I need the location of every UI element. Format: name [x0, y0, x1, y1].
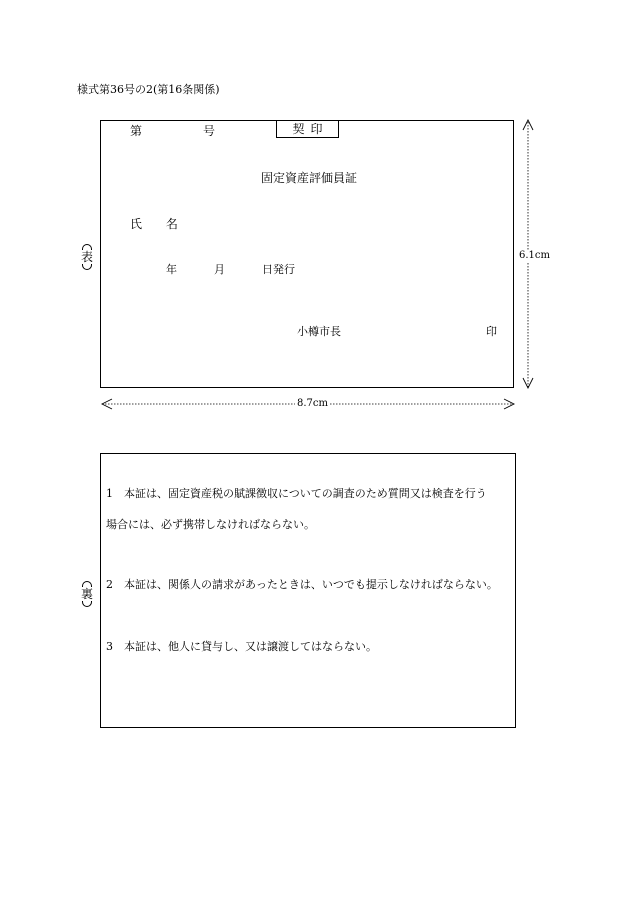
form-heading: 様式第36号の2(第16条関係) [77, 83, 220, 96]
back-item-text: 本証は、他人に貸与し、又は譲渡してはならない。 [124, 640, 377, 653]
back-item-text: 本証は、固定資産税の賦課徴収についての調査のため質問又は検査を行う [124, 487, 487, 500]
date-year: 年 [166, 263, 177, 276]
back-item-text-continued: 場合には、必ず携帯しなければならない。 [106, 518, 315, 531]
date-month: 月 [214, 263, 225, 276]
card-title: 固定資産評価員証 [261, 171, 358, 185]
number-suffix: 号 [203, 124, 216, 138]
back-item-number: 1 [106, 487, 113, 500]
height-dimension-label: 6.1cm [519, 250, 550, 261]
back-item-text: 本証は、関係人の請求があったときは、いつでも提示しなければならない。 [124, 578, 498, 591]
name-label: 氏 名 [130, 217, 188, 231]
seal-box: 契印 [276, 120, 339, 138]
back-side-label: 裏 [80, 581, 94, 607]
date-issued: 日発行 [262, 263, 295, 276]
back-item-number: 2 [106, 578, 113, 591]
back-item-number: 3 [106, 640, 113, 653]
issuer-seal: 印 [486, 325, 497, 338]
number-label: 第 [130, 124, 143, 138]
bracket-bottom-icon [82, 601, 92, 607]
issuer-name: 小樽市長 [297, 325, 341, 338]
width-dimension-label: 8.7cm [297, 398, 328, 409]
front-side-label: 表 [80, 244, 94, 270]
